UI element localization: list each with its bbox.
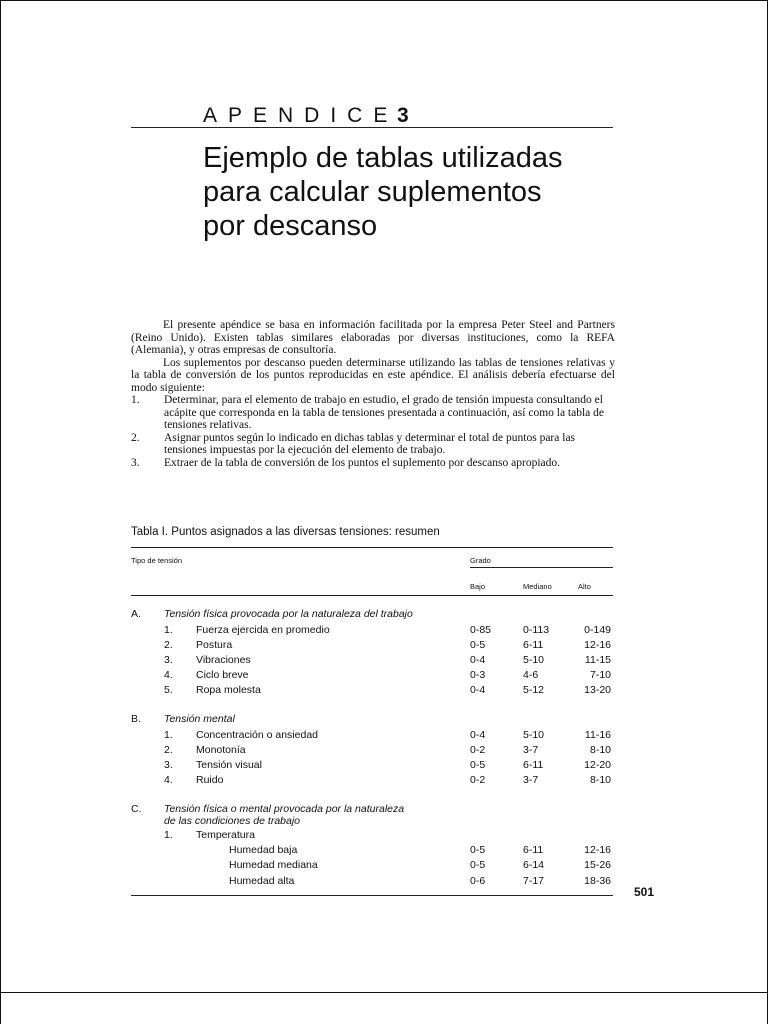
header-bottom-rule: [131, 595, 613, 596]
step-item: [131, 432, 615, 457]
section-title: Tensión mental: [164, 713, 235, 725]
column-header-bajo: Bajo: [470, 582, 486, 591]
cell-alto: 12-16: [584, 639, 611, 651]
appendix-number: 3: [397, 104, 409, 127]
table-row: [131, 729, 611, 744]
table-row: [131, 829, 611, 844]
cell-bajo: 0-5: [470, 844, 486, 856]
cell-bajo: 0-5: [470, 759, 486, 771]
section-title: Tensión física provocada por la naturaleza del trabajo: [164, 608, 413, 620]
cell-alto: 8-10: [589, 744, 611, 756]
title-line-3: por descanso: [203, 210, 378, 242]
appendix-label: APENDICE: [203, 104, 399, 127]
cell-mediano: 7-17: [523, 875, 545, 887]
header-rule: [131, 127, 613, 128]
cell-bajo: 0-4: [470, 654, 486, 666]
row-number: 2.: [164, 639, 173, 651]
step-item: [131, 457, 615, 470]
steps-list: [131, 394, 615, 469]
row-number: 2.: [164, 744, 173, 756]
cell-alto: 11-16: [584, 729, 611, 741]
cell-bajo: 0-3: [470, 669, 486, 681]
cell-alto: 15-26: [584, 859, 611, 871]
column-header-alto: Alto: [578, 582, 591, 591]
cell-alto: 0-149: [584, 624, 611, 636]
cell-mediano: 0-113: [523, 624, 550, 636]
cell-alto: 18-36: [584, 875, 611, 887]
page-bottom-line: [0, 992, 768, 993]
step-number: 3.: [131, 456, 140, 469]
row-number: 4.: [164, 669, 173, 681]
step-text: Asignar puntos según lo indicado en dichas tablas y determinar el total de puntos para las tensiones impuestas por la ejecución del elemento de trabajo.: [164, 431, 576, 456]
intro-paragraph: El presente apéndice se basa en información facilitada por la empresa Peter Steel and Partners (Reino Unido). Existen tablas similares elaboradas por diversas instituciones, como la REFA (Alemania), y otras empresas de consultoría.: [131, 319, 615, 356]
cell-bajo: 0-5: [470, 639, 486, 651]
cell-bajo: 0-4: [470, 729, 486, 741]
row-number: 1.: [164, 829, 173, 841]
cell-mediano: 6-11: [523, 844, 544, 856]
row-label: Postura: [196, 639, 233, 651]
row-label: Humedad baja: [229, 844, 298, 856]
row-label: Tensión visual: [196, 759, 262, 771]
step-number: 1.: [131, 394, 140, 406]
cell-alto: 12-20: [584, 759, 611, 771]
step-text: Determinar, para el elemento de trabajo en estudio, el grado de tensión impuesta consultando el acápite que corresponda en la tabla de tensiones presentada a continuación, así como la tabla de tensiones relativas.: [164, 394, 605, 431]
row-number: 4.: [164, 774, 173, 786]
table-bottom-rule: [131, 895, 613, 896]
row-number: 3.: [164, 654, 173, 666]
row-number: 3.: [164, 759, 173, 771]
row-label: Fuerza ejercida en promedio: [196, 624, 330, 636]
row-label: Ropa molesta: [196, 684, 261, 696]
section-title-line-2: de las condiciones de trabajo: [164, 815, 301, 827]
table-row: [131, 744, 611, 759]
table-row: [131, 654, 611, 669]
cell-mediano: 6-14: [523, 859, 545, 871]
table-caption: Tabla I. Puntos asignados a las diversas tensiones: resumen: [131, 526, 440, 538]
intro-paragraph: Los suplementos por descanso pueden determinarse utilizando las tablas de tensiones relativas y la tabla de conversión de los puntos reproducidas en este apéndice. El análisis debería efectuarse del modo siguiente:: [131, 356, 615, 394]
cell-alto: 8-10: [589, 774, 611, 786]
section-letter: C.: [131, 803, 142, 815]
row-label: Ciclo breve: [196, 669, 249, 681]
cell-mediano: 4-6: [523, 669, 539, 681]
cell-bajo: 0-2: [470, 744, 486, 756]
row-label: Ruido: [196, 774, 224, 786]
cell-mediano: 5-10: [523, 654, 545, 666]
row-label: Humedad alta: [229, 875, 295, 887]
table-row: [131, 759, 611, 774]
cell-mediano: 6-11: [523, 639, 544, 651]
step-item: [131, 394, 615, 432]
column-header-grado: Grado: [470, 556, 491, 565]
row-label: Humedad mediana: [229, 859, 318, 871]
cell-mediano: 3-7: [523, 744, 539, 756]
table-row: [131, 844, 611, 859]
page-title: [203, 141, 623, 243]
title-line-1: Ejemplo de tablas utilizadas: [203, 142, 563, 174]
cell-bajo: 0-5: [470, 859, 486, 871]
cell-alto: 11-15: [584, 654, 611, 666]
row-number: 5.: [164, 684, 173, 696]
title-line-2: para calcular suplementos: [203, 176, 542, 208]
table-row: [131, 684, 611, 699]
intro-text: [131, 319, 615, 469]
cell-mediano: 5-10: [523, 729, 545, 741]
table-top-rule: [131, 547, 613, 548]
column-header-mediano: Mediano: [523, 582, 552, 591]
row-number: 1.: [164, 729, 173, 741]
table-row: [131, 624, 611, 639]
row-label: Monotonía: [196, 744, 246, 756]
row-label: Vibraciones: [196, 654, 251, 666]
page-border-top: [0, 0, 768, 1]
cell-mediano: 3-7: [523, 774, 539, 786]
section-letter: A.: [131, 608, 141, 620]
cell-alto: 12-16: [584, 844, 611, 856]
cell-bajo: 0-4: [470, 684, 486, 696]
step-text: Extraer de la tabla de conversión de los puntos el suplemento por descanso apropiado.: [164, 456, 560, 469]
row-number: 1.: [164, 624, 173, 636]
row-label: Concentración o ansiedad: [196, 729, 319, 741]
table-row: [131, 774, 611, 789]
section-letter: B.: [131, 713, 141, 725]
grado-rule: [470, 567, 613, 568]
table-row: [131, 669, 611, 684]
table-row: [131, 875, 611, 890]
column-header-type: Tipo de tensión: [131, 556, 183, 565]
cell-alto: 13-20: [584, 684, 611, 696]
cell-alto: 7-10: [589, 669, 611, 681]
section-title-line-1: Tensión física o mental provocada por la naturaleza: [164, 803, 405, 815]
cell-mediano: 6-11: [523, 759, 544, 771]
page-number: 501: [634, 885, 655, 899]
table-row: [131, 859, 611, 874]
cell-bajo: 0-6: [470, 875, 486, 887]
cell-mediano: 5-12: [523, 684, 545, 696]
page-border-left: [0, 0, 1, 1024]
cell-bajo: 0-85: [470, 624, 492, 636]
row-label: Temperatura: [196, 829, 255, 841]
table-row: [131, 639, 611, 654]
step-number: 2.: [131, 431, 140, 444]
cell-bajo: 0-2: [470, 774, 486, 786]
